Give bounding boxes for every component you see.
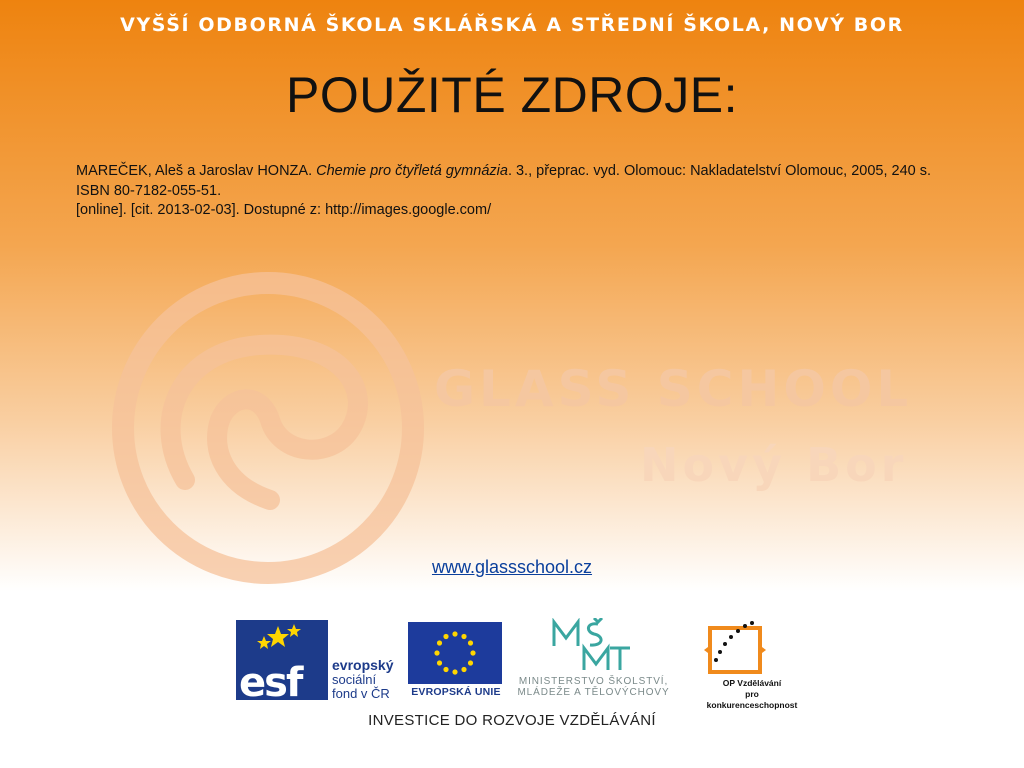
msmt-label [511, 676, 676, 698]
msmt-mark-icon [546, 618, 646, 674]
esf-text [332, 658, 393, 701]
op-label [702, 678, 802, 711]
esf-mark-icon [236, 620, 328, 700]
esf-line2: sociální [332, 672, 377, 687]
esf-line3: fond v ČR [332, 686, 390, 701]
op-line1: OP Vzdělávání [722, 678, 782, 688]
slide-title: POUŽITÉ ZDROJE: [286, 67, 738, 123]
op-logo [704, 620, 770, 678]
glass-school-watermark-logo [110, 270, 430, 590]
esf-logo [236, 620, 406, 704]
reference-1-authors: MAREČEK, Aleš a Jaroslav HONZA. [76, 163, 317, 179]
school-header: VYŠŠÍ ODBORNÁ ŠKOLA SKLÁŘSKÁ A STŘEDNÍ ŠKOLA, NOVÝ BOR [120, 14, 904, 36]
eu-flag-icon [408, 622, 502, 684]
op-line2: pro konkurenceschopnost [706, 689, 798, 710]
msmt-logo [546, 618, 646, 674]
msmt-line2: MLÁDEŽE A TĚLOVÝCHOVY [517, 687, 670, 698]
op-mark-icon [704, 620, 770, 678]
watermark-text-line2: Nový Bor [640, 438, 908, 492]
website-link[interactable]: www.glassschool.cz [431, 557, 593, 577]
esf-line1: evropský [332, 657, 394, 673]
eu-label: EVROPSKÁ UNIE [411, 686, 501, 698]
msmt-line1: MINISTERSTVO ŠKOLSTVÍ, [518, 676, 669, 687]
watermark-text-line1: GLASS SCHOOL [434, 360, 913, 418]
references-block [76, 162, 936, 221]
svg-text:esf: esf [239, 660, 302, 700]
reference-1-title: Chemie pro čtyřletá gymnázia [316, 163, 508, 179]
reference-1 [76, 162, 936, 201]
investment-footer-text: INVESTICE DO ROZVOJE VZDĚLÁVÁNÍ [368, 712, 656, 729]
reference-2: [online]. [cit. 2013-02-03]. Dostupné z: http://images.google.com/ [76, 202, 492, 218]
reference-1-details: . 3., přeprac. vyd. Olomouc: Nakladatelství Olomouc, 2005, 240 s. ISBN 80-7182-055-51. [76, 163, 932, 199]
